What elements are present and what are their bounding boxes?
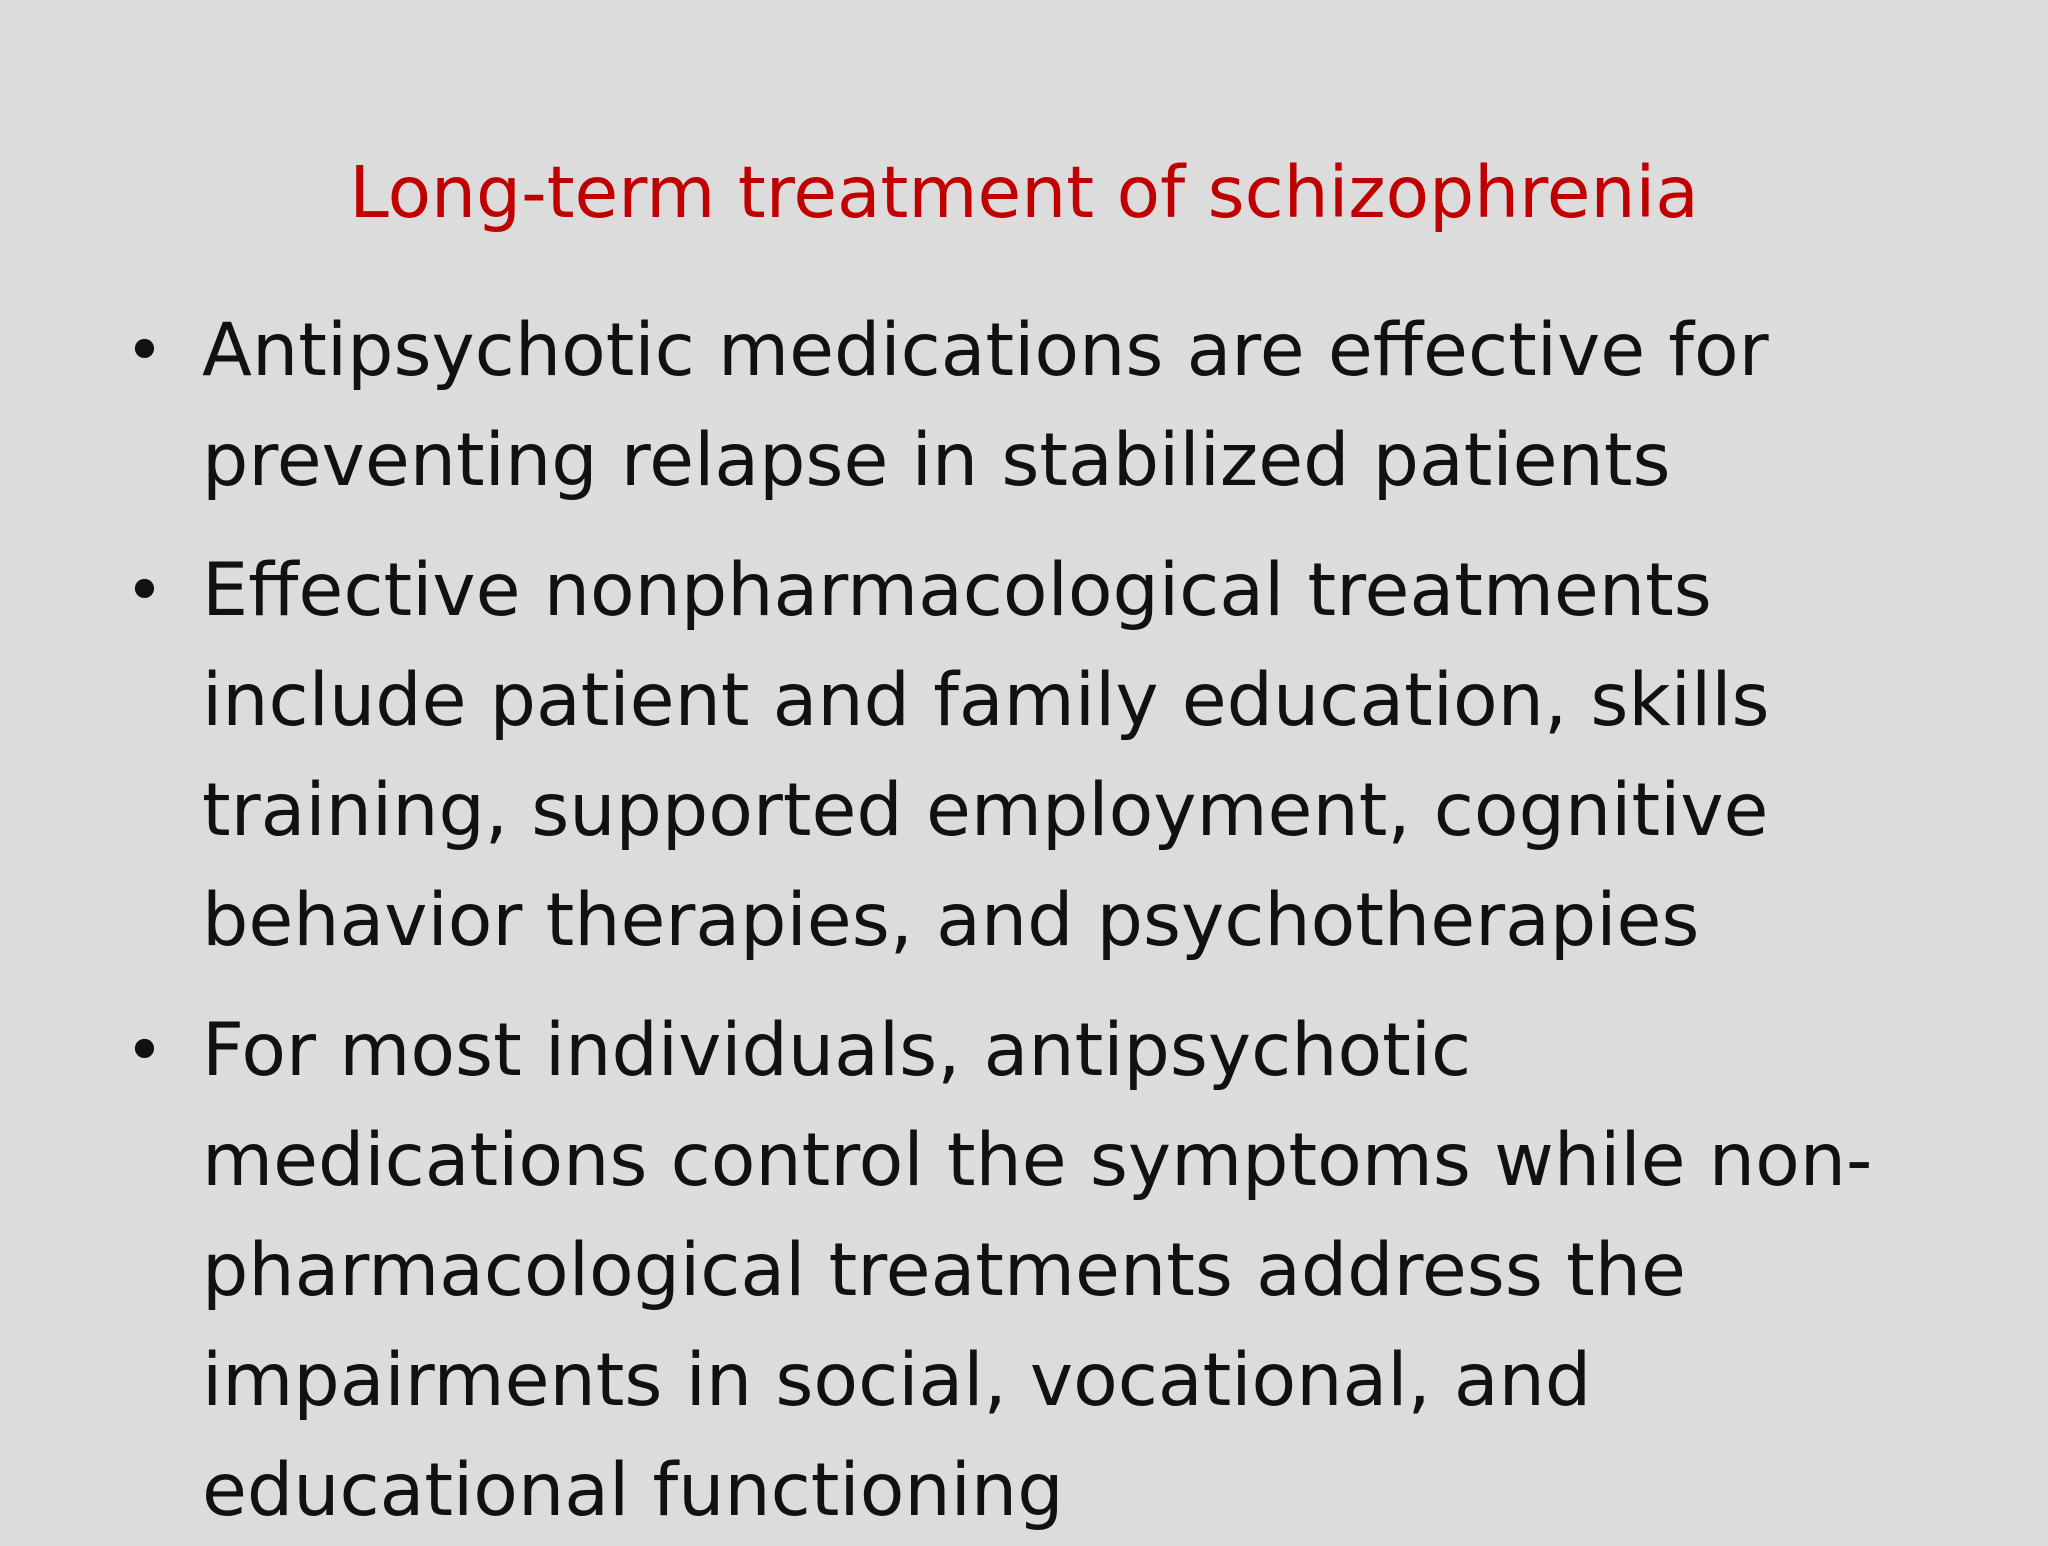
bullet-line: training, supported employment, cognitive (202, 768, 1769, 853)
bullet-line: For most individuals, antipsychotic (202, 1008, 1472, 1093)
bullet-text (202, 536, 2032, 976)
bullet-line: preventing relapse in stabilized patients (202, 418, 1671, 503)
bullet-line: Antipsychotic medications are effective for (202, 308, 1769, 393)
bullet-line: impairments in social, vocational, and (202, 1338, 1592, 1423)
bullet-text (202, 296, 2032, 516)
bullet-line: Effective nonpharmacological treatments (202, 548, 1712, 633)
bullet-line: behavior therapies, and psychotherapies (202, 878, 1700, 963)
bullet-icon: • (125, 1012, 164, 1089)
bullet-line: pharmacological treatments address the (202, 1228, 1686, 1313)
bullet-line: include patient and family education, skills (202, 658, 1770, 743)
bullet-line: medications control the symptoms while non- (202, 1118, 1873, 1203)
slide-title: Long-term treatment of schizophrenia (349, 151, 1699, 234)
bullet-text (202, 996, 2032, 1546)
bullet-icon: • (125, 312, 164, 389)
bullet-line: educational functioning (202, 1448, 1064, 1533)
bullet-icon: • (125, 552, 164, 629)
